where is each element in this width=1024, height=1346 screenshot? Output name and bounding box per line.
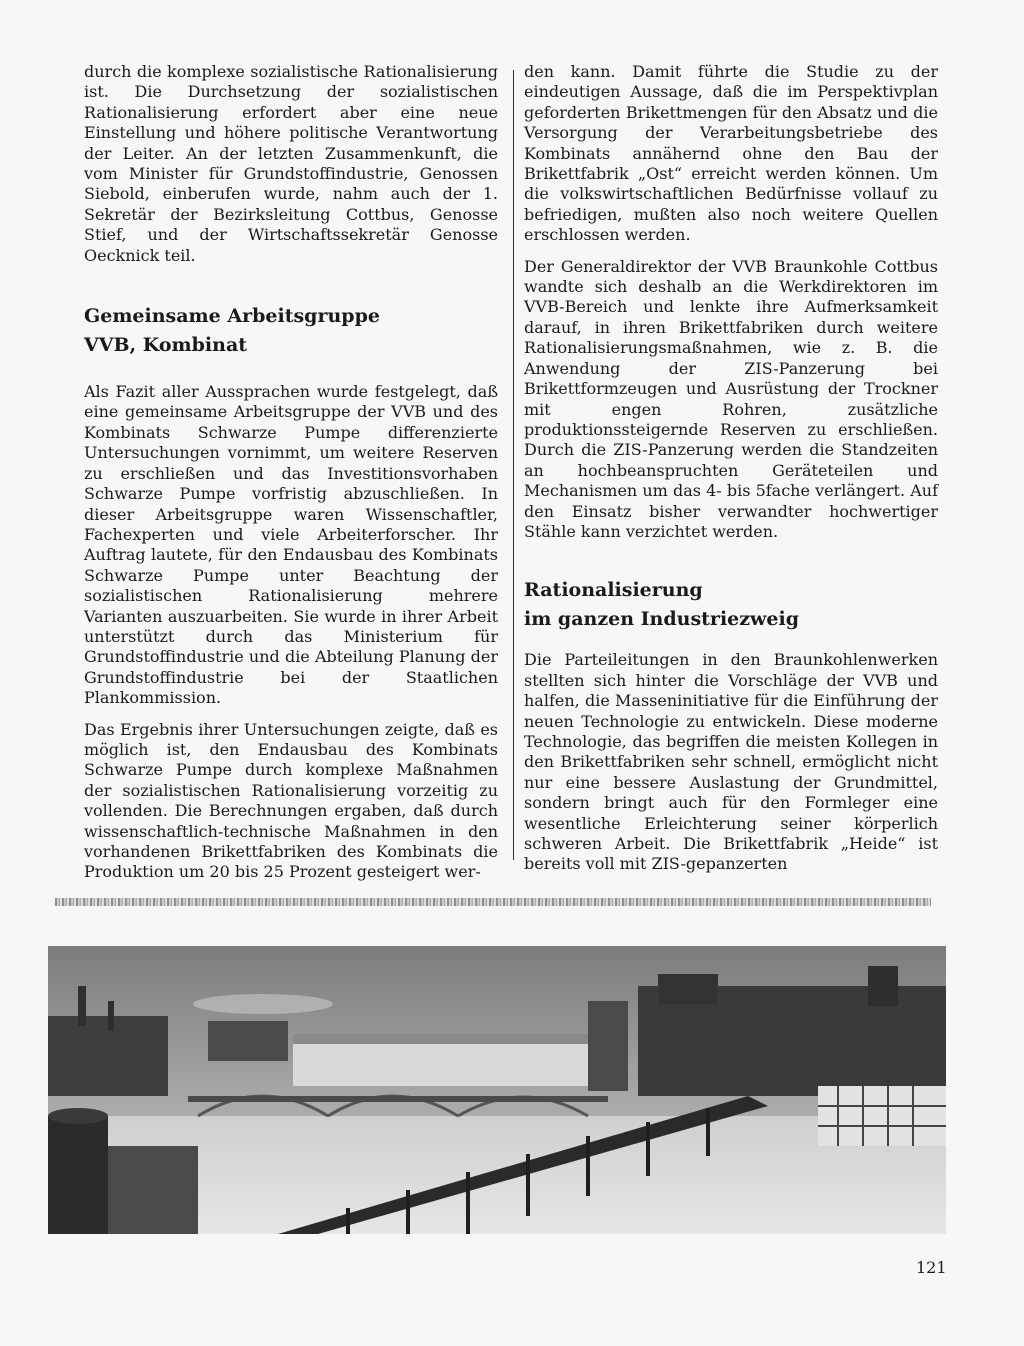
left-paragraph-2: Als Fazit aller Aussprachen wurde festgelegt, daß eine gemeinsame Arbeitsgruppe der VVB und des Kombinats Schwarze Pumpe differenzierte Untersuchungen vornimmt, um weitere Reserven zu erschließen und das Investitionsvorhaben Schwarze Pumpe vorfristig abzuschließen. In dieser Arbeitsgruppe waren Wissenschaftler, Fachexperten und viele Arbeiterforscher. Ihr Auftrag lautete, für den Endausbau des Kombinats Schwarze Pumpe unter Beachtung der sozialistischen Rationalisierung mehrere Varianten auszuarbeiten. Sie wurde in ihrer Arbeit unterstützt durch das Ministerium für Grundstoffindustrie und die Abteilung Planung der Grundstoffindustrie bei der Staatlichen Plankommission. — [84, 382, 498, 708]
heading-line-1: Gemeinsame Arbeitsgruppe — [84, 305, 380, 328]
section-heading-arbeitsgruppe — [84, 302, 498, 360]
right-column — [524, 62, 938, 886]
left-paragraph-3: Das Ergebnis ihrer Untersuchungen zeigte, daß es möglich ist, den Endausbau des Kombinats Schwarze Pumpe durch komplexe Maßnahmen der sozialistischen Rationalisierung vorzeitig zu vollenden. Die Berechnungen ergaben, daß durch wissenschaftlich-technische Maßnahmen in den vorhandenen Brikettfabriken des Kombinats die Produktion um 20 bis 25 Prozent gesteigert wer- — [84, 719, 498, 882]
heading-line-2: im ganzen Industriezweig — [524, 608, 799, 631]
section-heading-rationalisierung — [524, 576, 938, 634]
column-divider — [513, 70, 514, 860]
left-paragraph-1: durch die komplexe sozialistische Rationalisierung ist. Die Durchsetzung der sozialistischen Rationalisierung erfordert aber eine neue Einstellung und höhere politische Verantwortung der Leiter. An der letzten Zusammenkunft, die vom Minister für Grundstoffindustrie, Genossen Siebold, einberufen wurde, nahm auch der 1. Sekretär der Bezirksleitung Cottbus, Genosse Stief, und der Wirtschaftssekretär Genosse Oecknick teil. — [84, 62, 498, 265]
right-paragraph-2: Der Generaldirektor der VVB Braunkohle Cottbus wandte sich deshalb an die Werkdirektoren im VVB-Bereich und lenkte ihre Aufmerksamkeit darauf, in ihren Brikettfabriken durch weitere Rationalisierungsmaßnahmen, wie z. B. die Anwendung der ZIS-Panzerung bei Brikettformzeugen und Ausrüstung der Trockner mit engen Rohren, zusätzliche produktionssteigernde Reserven zu erschließen. Durch die ZIS-Panzerung werden die Standzeiten an hochbeanspruchten Geräteteilen und Mechanismen um das 4- bis 5fache verlängert. Auf den Einsatz bisher verwandter hochwertiger Stähle kann verzichtet werden. — [524, 256, 938, 541]
heading-line-2: VVB, Kombinat — [84, 334, 248, 357]
page-number: 121 — [916, 1258, 947, 1277]
right-paragraph-3: Die Parteileitungen in den Braunkohlenwerken stellten sich hinter die Vorschläge der VVB und halfen, die Masseninitiative für die Einführung der neuen Technologie zu entwickeln. Diese moderne Technologie, das begriffen die meisten Kollegen in den Brikettfabriken sehr schnell, ermöglicht nicht nur eine bessere Auslastung der Grundmittel, sondern bringt auch für den Formleger eine wesentliche Erleichterung seiner körperlich schweren Arbeit. Die Brikettfabrik „Heide“ ist bereits voll mit ZIS-gepanzerten — [524, 650, 938, 874]
industrial-plant-photo — [48, 946, 946, 1234]
right-paragraph-1: den kann. Damit führte die Studie zu der eindeutigen Aussage, daß die im Perspektivplan geforderten Brikettmengen für den Absatz und die Versorgung der Verarbeitungsbetriebe des Kombinats annähernd ohne den Bau der Brikettfabrik „Ost“ erreicht werden können. Um die volkswirtschaftlichen Bedürfnisse vollauf zu befriedigen, mußten also noch weitere Quellen erschlossen werden. — [524, 62, 938, 245]
heading-line-1: Rationalisierung — [524, 579, 703, 602]
photo-illustration — [48, 946, 946, 1234]
halftone-divider — [55, 898, 931, 906]
left-column — [84, 62, 498, 894]
